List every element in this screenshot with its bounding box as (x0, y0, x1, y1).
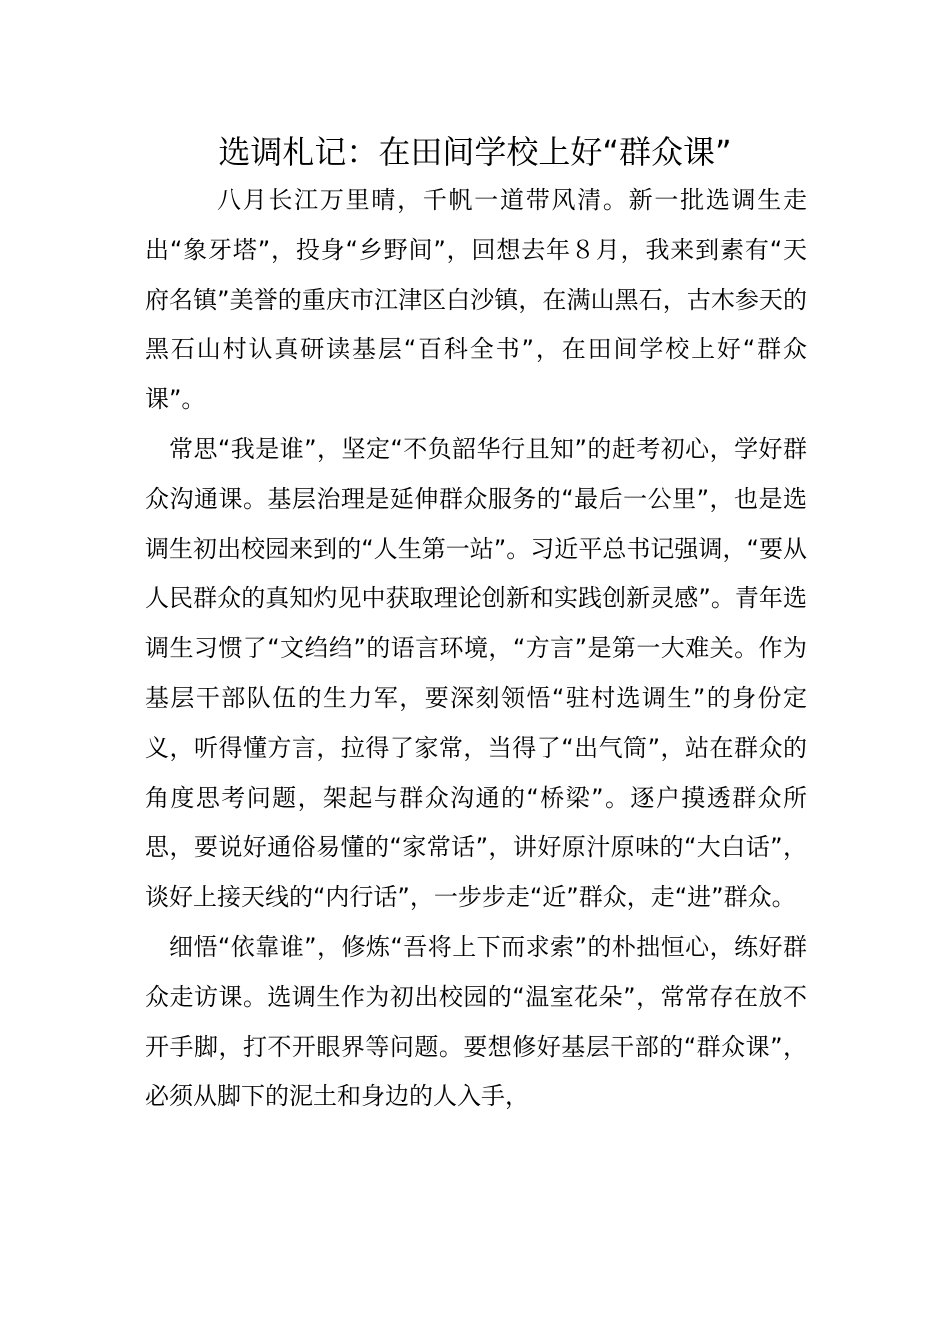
document-body (145, 176, 807, 1122)
document-title: 选调札记：在田间学校上好“群众课” (218, 133, 732, 171)
paragraph-1: 八月长江万里晴，千帆一道带风清。新一批选调生走出“象牙塔”，投身“乡野间”，回想去年８月，我来到素有“天府名镇”美誉的重庆市江津区白沙镇，在满山黑石，古木参天的黑石山村认真研读基层“百科全书”，在田间学校上好“群众课”。 (145, 186, 807, 414)
paragraph-3: 细悟“依靠谁”，修炼“吾将上下而求索”的朴拙恒心，练好群众走访课。选调生作为初出校园的“温室花朵”，常常存在放不开手脚，打不开眼界等问题。要想修好基层干部的“群众课”，必须从脚下的泥土和身边的人入手， (145, 932, 807, 1111)
paragraph-2: 常思“我是谁”，坚定“不负韶华行且知”的赶考初心，学好群众沟通课。基层治理是延伸群众服务的“最后一公里”，也是选调生初出校园来到的“人生第一站”。习近平总书记强调，“要从人民群众的真知灼见中获取理论创新和实践创新灵感”。青年选调生习惯了“文绉绉”的语言环境，“方言”是第一大难关。作为基层干部队伍的生力军，要深刻领悟“驻村选调生”的身份定义，听得懂方言，拉得了家常，当得了“出气筒”，站在群众的角度思考问题，架起与群众沟通的“桥梁”。逐户摸透群众所思，要说好通俗易懂的“家常话”，讲好原汁原味的“大白话”，谈好上接天线的“内行话”，一步步走“近”群众，走“进”群众。 (145, 434, 807, 912)
